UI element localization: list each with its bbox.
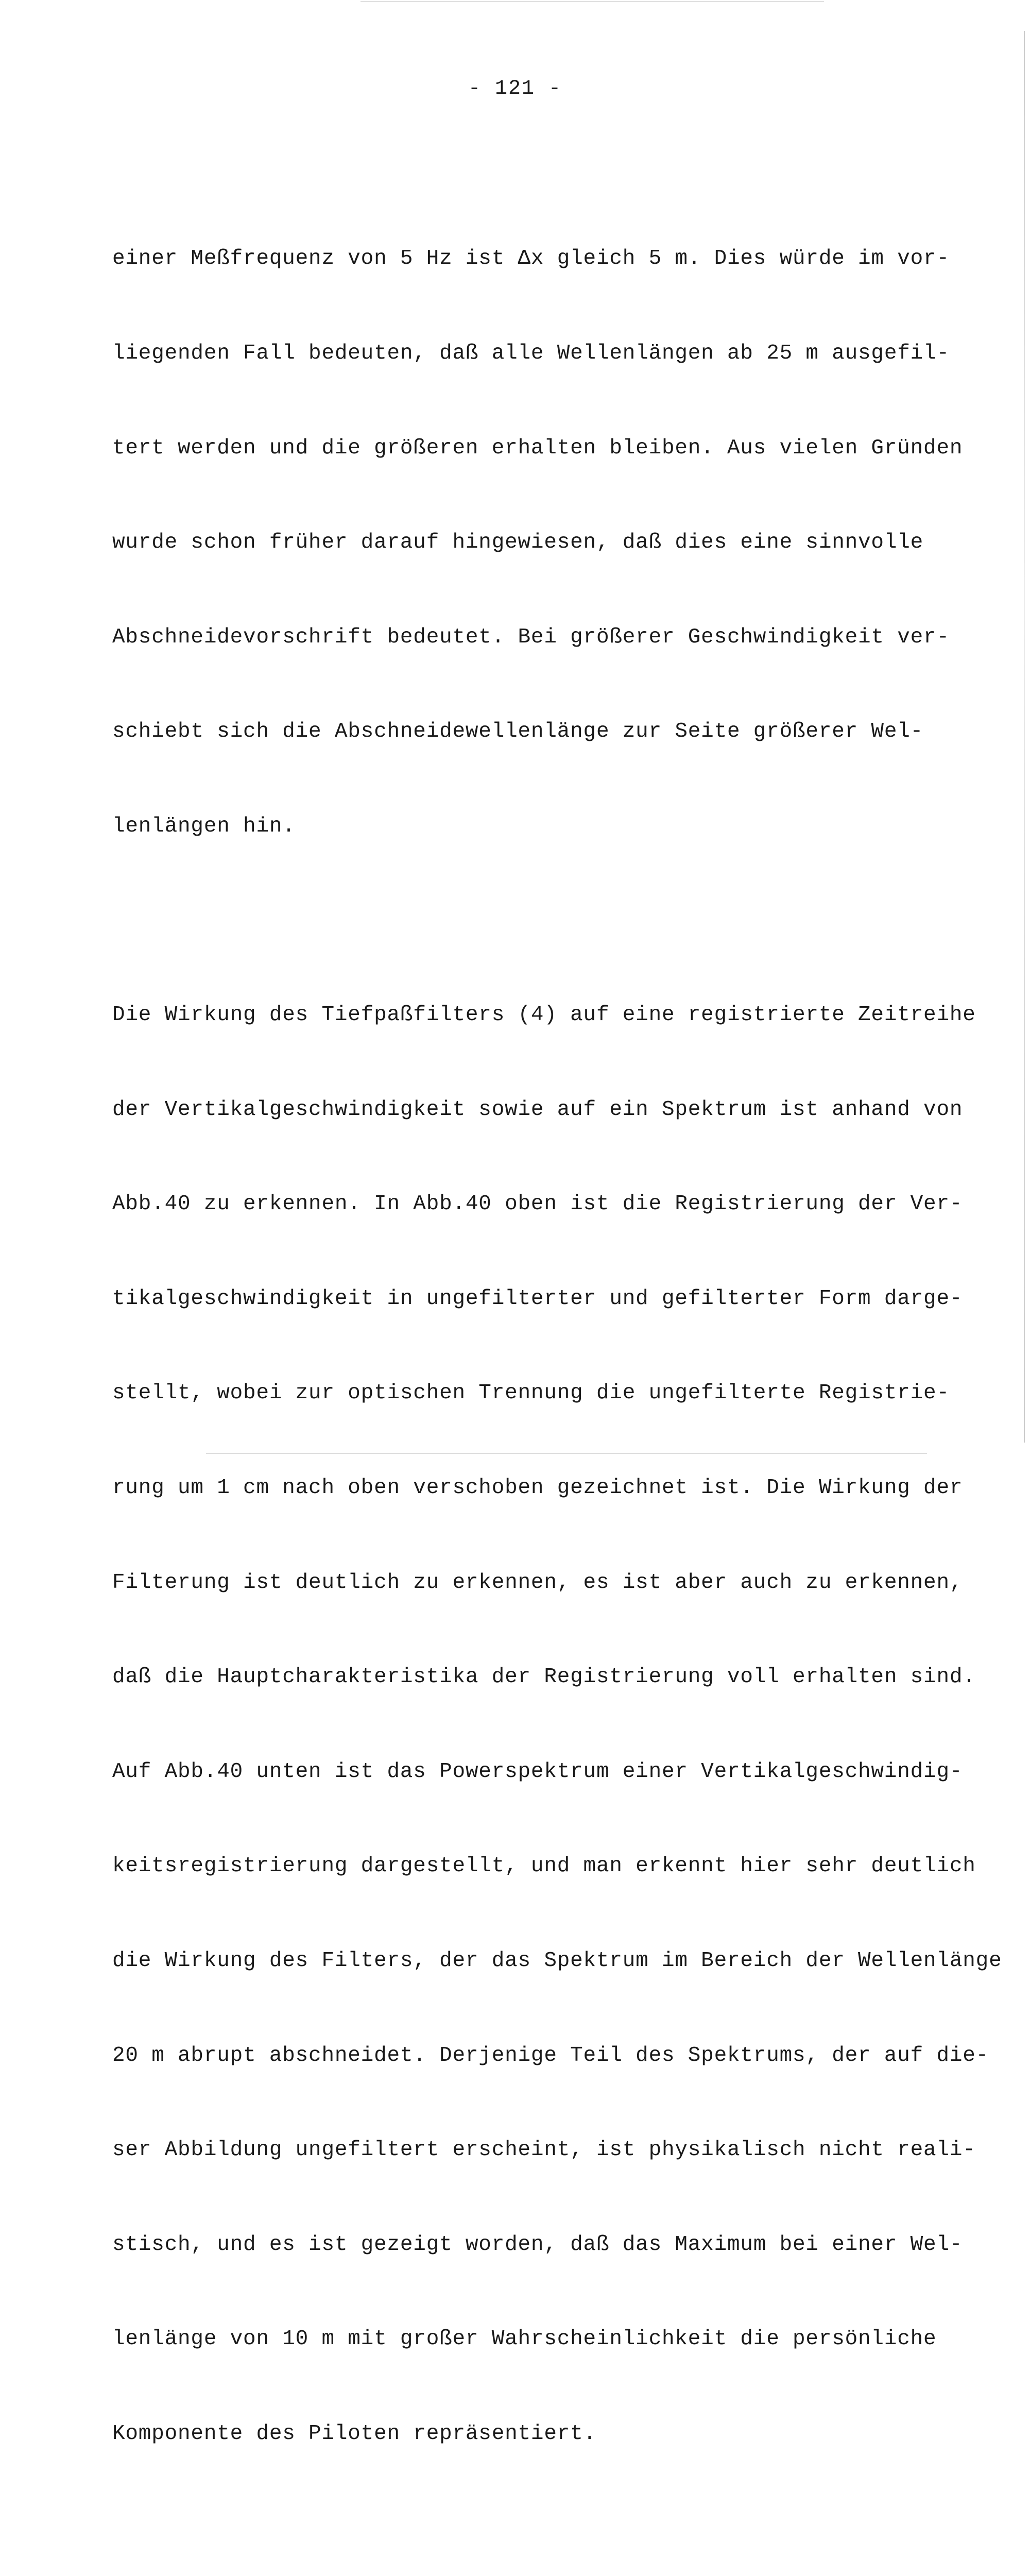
text-line: daß die Hauptcharakteristika der Registrierung voll erhalten sind. <box>112 1665 976 1689</box>
paragraph-3 <box>112 2544 988 2576</box>
text-line: Abb.40 zu erkennen. In Abb.40 oben ist die Registrierung der Ver- <box>112 1192 963 1216</box>
text-line: lenlängen hin. <box>112 814 296 838</box>
page-number: - 121 - <box>468 77 562 100</box>
document-body <box>112 180 1002 2576</box>
text-line: stellt, wobei zur optischen Trennung die ungefilterte Registrie- <box>112 1381 950 1405</box>
text-line: schiebt sich die Abschneidewellenlänge zur Seite größerer Wel- <box>112 720 924 744</box>
text-line: Die Wirkung des Tiefpaßfilters (4) auf eine registrierte Zeitreihe <box>112 1003 976 1027</box>
text-line: Komponente des Piloten repräsentiert. <box>112 2421 596 2446</box>
page-edge <box>1024 31 1025 1443</box>
paragraph-2 <box>112 937 1002 2513</box>
text-line: wurde schon früher darauf hingewiesen, daß dies eine sinnvolle <box>112 531 924 555</box>
scan-artifact-bottom <box>206 1453 927 1454</box>
text-line: Filterung ist deutlich zu erkennen, es ist aber auch zu erkennen, <box>112 1570 963 1595</box>
text-line: tert werden und die größeren erhalten bleiben. Aus vielen Gründen <box>112 436 963 460</box>
text-line: ser Abbildung ungefiltert erscheint, ist physikalisch nicht reali- <box>112 2138 976 2162</box>
text-line: die Wirkung des Filters, der das Spektrum im Bereich der Wellenlänge <box>112 1948 1002 1973</box>
text-line: Auf Abb.40 unten ist das Powerspektrum einer Vertikalgeschwindig- <box>112 1759 963 1784</box>
text-line: keitsregistrierung dargestellt, und man erkennt hier sehr deutlich <box>112 1854 976 1878</box>
text-line: rung um 1 cm nach oben verschoben gezeichnet ist. Die Wirkung der <box>112 1476 963 1500</box>
text-line: tikalgeschwindigkeit in ungefilterter und gefilterter Form darge- <box>112 1286 963 1311</box>
text-line: lenlänge von 10 m mit großer Wahrscheinlichkeit die persönliche <box>112 2327 937 2351</box>
paragraph-1 <box>112 180 988 906</box>
scan-artifact-top <box>360 1 824 2</box>
text-line: Abschneidevorschrift bedeutet. Bei größerer Geschwindigkeit ver- <box>112 625 950 649</box>
text-line: 20 m abrupt abschneidet. Derjenige Teil des Spektrums, der auf die- <box>112 2043 989 2067</box>
text-line: stisch, und es ist gezeigt worden, daß das Maximum bei einer Wel- <box>112 2232 963 2257</box>
text-line: einer Meßfrequenz von 5 Hz ist Δx gleich 5 m. Dies würde im vor- <box>112 247 950 271</box>
text-line: liegenden Fall bedeuten, daß alle Wellenlängen ab 25 m ausgefil- <box>112 342 950 365</box>
text-line: der Vertikalgeschwindigkeit sowie auf ein Spektrum ist anhand von <box>112 1097 963 1122</box>
